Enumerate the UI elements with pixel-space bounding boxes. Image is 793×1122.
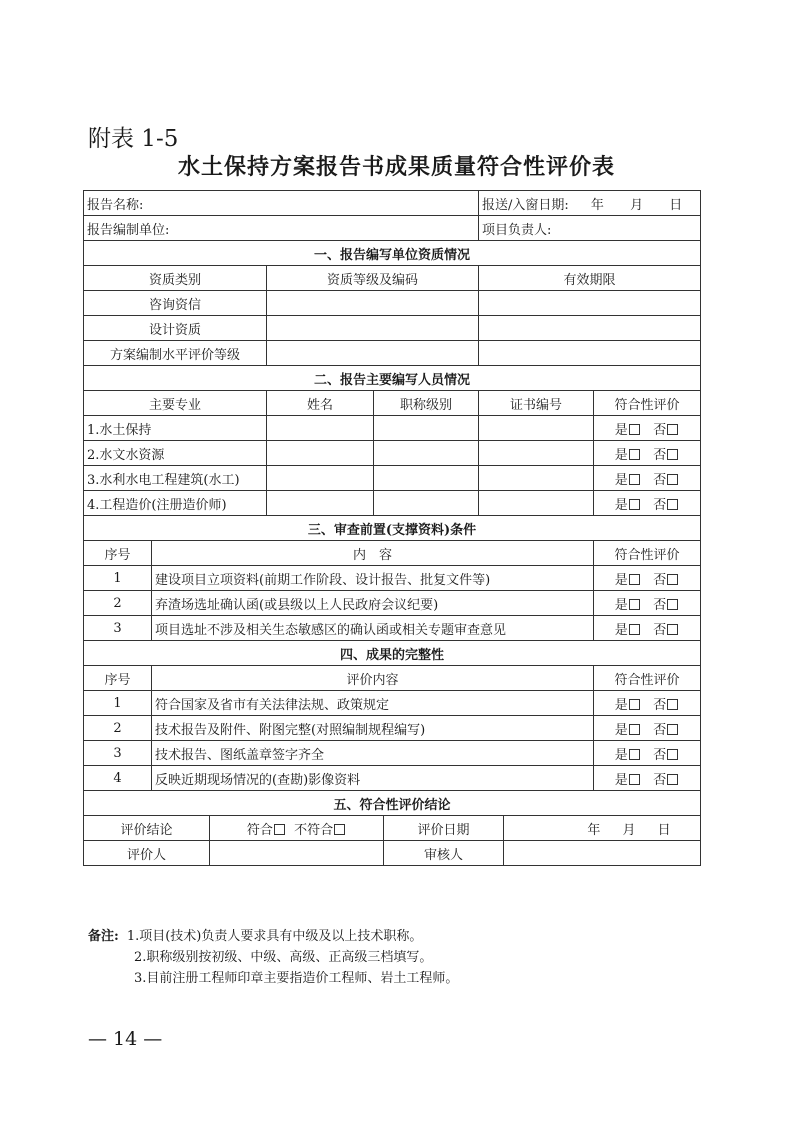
evaluation-form-table (83, 190, 701, 866)
yes-no-choice: 是 否 (594, 616, 701, 641)
s4-row: 4 反映近期现场情况的(查勘)影像资料 是 否 (84, 766, 701, 791)
checkbox-icon[interactable] (667, 499, 678, 510)
title-level-cell[interactable] (374, 466, 479, 491)
s1-validity-cell[interactable] (479, 291, 701, 316)
reviewer-field[interactable] (504, 841, 701, 866)
s5-conclusion-row: 评价结论 符合 不符合 评价日期 年 月 日 (84, 816, 701, 841)
yes-no-choice: 是 否 (594, 466, 701, 491)
yes-no-choice: 是 否 (594, 716, 701, 741)
s4-header-row: 序号 评价内容 符合性评价 (84, 666, 701, 691)
s1-col-grade: 资质等级及编码 (267, 266, 479, 291)
s1-row: 方案编制水平评价等级 (84, 341, 701, 366)
cert-no-cell[interactable] (479, 466, 594, 491)
s1-grade-cell[interactable] (267, 291, 479, 316)
s2-header-row: 主要专业 姓名 职称级别 证书编号 符合性评价 (84, 391, 701, 416)
s3-row: 2 弃渣场选址确认函(或县级以上人民政府会议纪要) 是 否 (84, 591, 701, 616)
yes-no-choice: 是 否 (594, 691, 701, 716)
title-level-cell[interactable] (374, 491, 479, 516)
yes-no-choice: 是 否 (594, 441, 701, 466)
page-title: 水土保持方案报告书成果质量符合性评价表 (177, 154, 615, 180)
checkbox-icon[interactable] (667, 624, 678, 635)
cert-no-cell[interactable] (479, 441, 594, 466)
header-row-1 (84, 191, 701, 216)
yes-no-choice: 是 否 (594, 741, 701, 766)
section-4-title: 四、成果的完整性 (84, 641, 701, 666)
s1-col-validity: 有效期限 (479, 266, 701, 291)
checkbox-icon[interactable] (667, 774, 678, 785)
s1-grade-cell[interactable] (267, 341, 479, 366)
s2-row: 2.水文水资源 是 否 (84, 441, 701, 466)
checkbox-icon[interactable] (629, 774, 640, 785)
checkbox-icon[interactable] (667, 474, 678, 485)
yes-no-choice: 是 否 (594, 591, 701, 616)
checkbox-icon[interactable] (667, 724, 678, 735)
name-cell[interactable] (267, 466, 374, 491)
checkbox-icon[interactable] (629, 574, 640, 585)
checkbox-icon[interactable] (629, 599, 640, 610)
evaluator-field[interactable] (210, 841, 384, 866)
checkbox-icon[interactable] (334, 824, 345, 835)
s1-grade-cell[interactable] (267, 316, 479, 341)
header-row-2 (84, 216, 701, 241)
title-level-cell[interactable] (374, 416, 479, 441)
checkbox-icon[interactable] (629, 449, 640, 460)
name-cell[interactable] (267, 491, 374, 516)
s4-row: 1 符合国家及省市有关法律法规、政策规定 是 否 (84, 691, 701, 716)
s3-header-row: 序号 内 容 符合性评价 (84, 541, 701, 566)
s2-row: 4.工程造价(注册造价师) 是 否 (84, 491, 701, 516)
checkbox-icon[interactable] (629, 474, 640, 485)
page-number: — 14 — (88, 1028, 163, 1050)
name-cell[interactable] (267, 441, 374, 466)
yes-no-choice: 是 否 (594, 491, 701, 516)
checkbox-icon[interactable] (667, 424, 678, 435)
section-2-title: 二、报告主要编写人员情况 (84, 366, 701, 391)
checkbox-icon[interactable] (667, 749, 678, 760)
cert-no-cell[interactable] (479, 491, 594, 516)
s3-row: 1 建设项目立项资料(前期工作阶段、设计报告、批复文件等) 是 否 (84, 566, 701, 591)
notes: 备注: 1.项目(技术)负责人要求具有中级及以上技术职称。 2.职称级别按初级、中级、高级、正高级三档填写。 3.目前注册工程师印章主要指造价工程师、岩土工程师。 (88, 929, 459, 986)
checkbox-icon[interactable] (629, 424, 640, 435)
checkbox-icon[interactable] (667, 699, 678, 710)
checkbox-icon[interactable] (629, 499, 640, 510)
section-1-title: 一、报告编写单位资质情况 (84, 241, 701, 266)
s2-row: 1.水土保持 是 否 (84, 416, 701, 441)
checkbox-icon[interactable] (274, 824, 285, 835)
s1-validity-cell[interactable] (479, 341, 701, 366)
s2-row: 3.水利水电工程建筑(水工) 是 否 (84, 466, 701, 491)
cert-no-cell[interactable] (479, 416, 594, 441)
checkbox-icon[interactable] (629, 699, 640, 710)
yes-no-choice: 是 否 (594, 566, 701, 591)
title-level-cell[interactable] (374, 441, 479, 466)
s3-row: 3 项目选址不涉及相关生态敏感区的确认函或相关专题审查意见 是 否 (84, 616, 701, 641)
s4-row: 3 技术报告、图纸盖章签字齐全 是 否 (84, 741, 701, 766)
yes-no-choice: 是 否 (594, 416, 701, 441)
section-3-title: 三、审查前置(支撑资料)条件 (84, 516, 701, 541)
checkbox-icon[interactable] (667, 574, 678, 585)
checkbox-icon[interactable] (629, 724, 640, 735)
s1-header-row (84, 266, 701, 291)
yes-no-choice: 是 否 (594, 766, 701, 791)
s4-row: 2 技术报告及附件、附图完整(对照编制规程编写) 是 否 (84, 716, 701, 741)
report-name-field[interactable]: 报告名称: (84, 191, 479, 216)
conform-choice: 符合 不符合 (210, 816, 384, 841)
s1-col-category: 资质类别 (84, 266, 267, 291)
project-manager-field[interactable]: 项目负责人: (479, 216, 701, 241)
evaluation-date-field[interactable]: 年 月 日 (504, 816, 701, 841)
checkbox-icon[interactable] (629, 749, 640, 760)
unit-field[interactable]: 报告编制单位: (84, 216, 479, 241)
section-5-title: 五、符合性评价结论 (84, 791, 701, 816)
name-cell[interactable] (267, 416, 374, 441)
s1-row: 设计资质 (84, 316, 701, 341)
submit-date-field[interactable]: 报送/入窗日期: 年 月 日 (479, 191, 701, 216)
checkbox-icon[interactable] (667, 449, 678, 460)
checkbox-icon[interactable] (629, 624, 640, 635)
s5-signature-row: 评价人 审核人 (84, 841, 701, 866)
appendix-label: 附表 1-5 (88, 126, 179, 152)
checkbox-icon[interactable] (667, 599, 678, 610)
s1-validity-cell[interactable] (479, 316, 701, 341)
s1-row: 咨询资信 (84, 291, 701, 316)
